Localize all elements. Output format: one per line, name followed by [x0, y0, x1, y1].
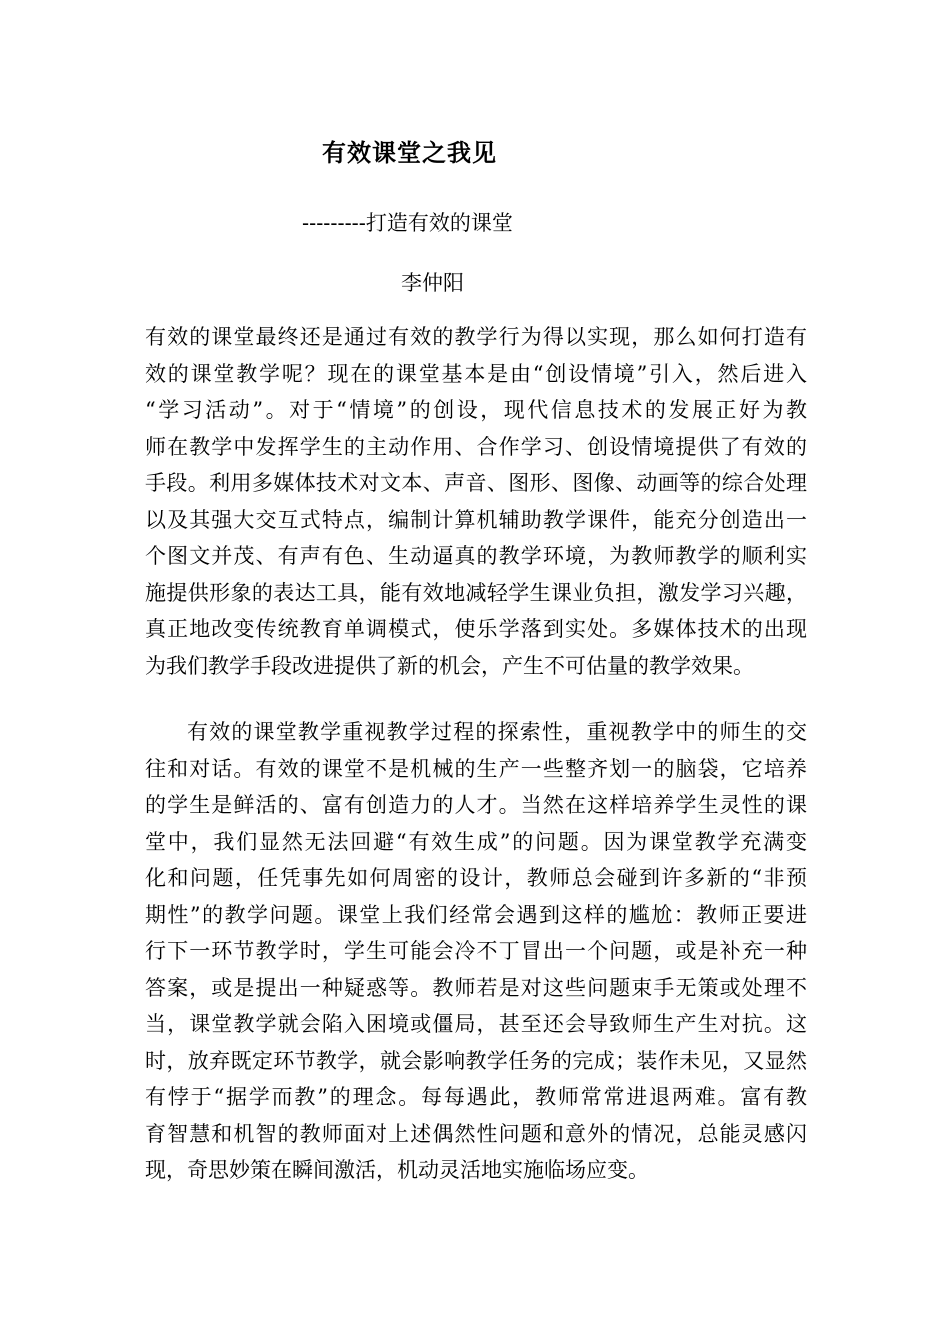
paragraph-line: 师在教学中发挥学生的主动作用、合作学习、创设情境提供了有效的	[145, 434, 807, 459]
paragraph-line: 的学生是鲜活的、富有创造力的人才。当然在这样培养学生灵性的课	[145, 793, 807, 817]
paragraph-line: 有悖于“据学而教”的理念。每每遇此，教师常常进退两难。富有教	[145, 1085, 807, 1109]
body-paragraph-2	[145, 714, 807, 1189]
paragraph-line: 时，放弃既定环节教学，就会影响教学任务的完成；装作未见，又显然	[145, 1048, 807, 1073]
paragraph-line: 以及其强大交互式特点，编制计算机辅助教学课件，能充分创造出一	[145, 507, 807, 532]
paragraph-line: 为我们教学手段改进提供了新的机会，产生不可估量的教学效果。	[145, 653, 754, 678]
paragraph-line: 现，奇思妙策在瞬间激活，机动灵活地实施临场应变。	[145, 1158, 649, 1182]
paragraph-line: 效的课堂教学呢？现在的课堂基本是由“创设情境”引入，然后进入	[145, 361, 807, 386]
document-title: 有效课堂之我见	[322, 138, 497, 167]
paragraph-line: 育智慧和机智的教师面对上述偶然性问题和意外的情况，总能灵感闪	[145, 1121, 807, 1146]
paragraph-line: 有效的课堂最终还是通过有效的教学行为得以实现，那么如何打造有	[145, 325, 807, 349]
paragraph-line: 期性”的教学问题。课堂上我们经常会遇到这样的尴尬：教师正要进	[145, 902, 807, 927]
document-subtitle: ---------打造有效的课堂	[302, 211, 513, 235]
body-paragraph-1	[145, 319, 807, 684]
paragraph-line: “学习活动”。对于“情境”的创设，现代信息技术的发展正好为教	[145, 398, 807, 422]
paragraph-line: 往和对话。有效的课堂不是机械的生产一些整齐划一的脑袋，它培养	[145, 756, 807, 781]
paragraph-line: 有效的课堂教学重视教学过程的探索性，重视教学中的师生的交	[187, 720, 807, 744]
paragraph-line: 真正地改变传统教育单调模式，使乐学落到实处。多媒体技术的出现	[145, 617, 807, 641]
paragraph-line: 手段。利用多媒体技术对文本、声音、图形、图像、动画等的综合处理	[145, 471, 807, 495]
paragraph-line: 堂中，我们显然无法回避“有效生成”的问题。因为课堂教学充满变	[145, 829, 807, 854]
paragraph-line: 化和问题，任凭事先如何周密的设计，教师总会碰到许多新的“非预	[145, 866, 807, 890]
paragraph-line: 答案，或是提出一种疑惑等。教师若是对这些问题束手无策或处理不	[145, 975, 807, 1000]
paragraph-line: 个图文并茂、有声有色、生动逼真的教学环境，为教师教学的顺利实	[145, 544, 807, 568]
document-author: 李仲阳	[401, 271, 464, 295]
paragraph-line: 当，课堂教学就会陷入困境或僵局，甚至还会导致师生产生对抗。这	[145, 1012, 807, 1036]
paragraph-line: 施提供形象的表达工具，能有效地减轻学生课业负担，激发学习兴趣，	[145, 580, 807, 605]
paragraph-line: 行下一环节教学时，学生可能会冷不丁冒出一个问题，或是补充一种	[145, 939, 807, 963]
